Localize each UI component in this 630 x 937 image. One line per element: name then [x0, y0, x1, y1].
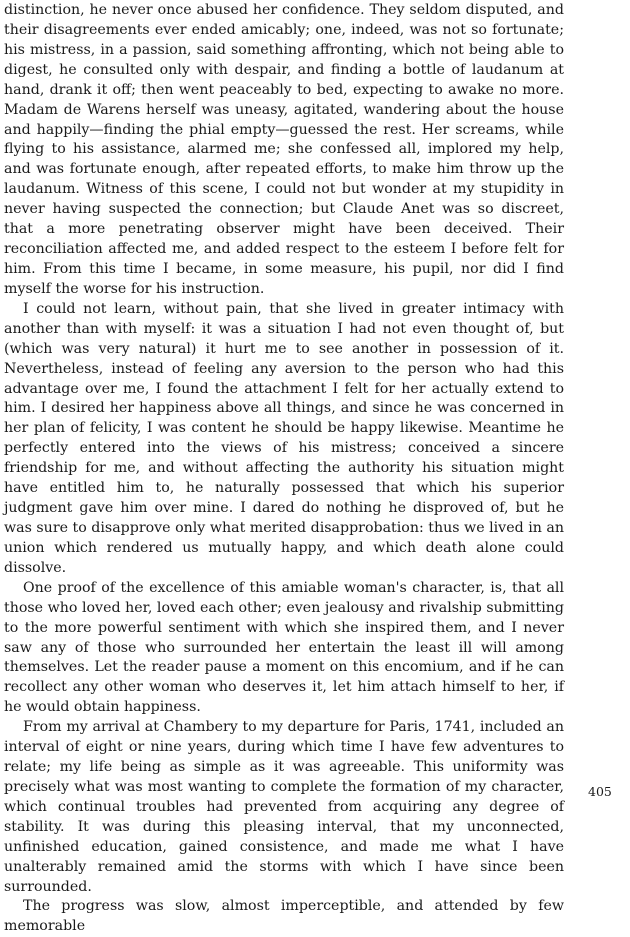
paragraph-4: From my arrival at Chambery to my departure for Paris, 1741, included an interval of eight or nine years, during which time I have few adventures to relate; my life being as simple as it was agreeable. This uniformity was precisely what was most wanting to complete the formation of my character, which continual troubles had prevented from acquiring any degree of stability. It was during this pleasing interval, that my unconnected, unfinished education, gained consistence, and made me what I have unalterably remained amid the storms with which I have since been surrounded. — [4, 719, 564, 895]
paragraph-3: One proof of the excellence of this amiable woman's character, is, that all those who loved her, loved each other; even jealousy and rivalship submitting to the more powerful sentiment with which she inspired them, and I never saw any of those who surrounded her entertain the least ill will among themselves. Let the reader pause a moment on this encomium, and if he can recollect any other woman who deserves it, let him attach himself to her, if he would obtain happiness. — [4, 579, 564, 716]
page-body — [4, 1, 564, 937]
paragraph-1: distinction, he never once abused her confidence. They seldom disputed, and their disagreements ever ended amicably; one, indeed, was not so fortunate; his mistress, in a passion, said something affronting, which not being able to digest, he consulted only with despair, and finding a bottle of laudanum at hand, drank it off; then went peaceably to bed, expecting to awake no more. Madam de Warens herself was uneasy, agitated, wandering about the house and happily—finding the phial empty—guessed the rest. Her screams, while flying to his assistance, alarmed me; she confessed all, implored my help, and was fortunate enough, after repeated efforts, to make him throw up the laudanum. Witness of this scene, I could not but wonder at my stupidity in never having suspected the connection; but Claude Anet was so discreet, that a more penetrating observer might have been deceived. Their reconciliation affected me, and added respect to the esteem I before felt for him. From this time I became, in some measure, his pupil, nor did I find myself the worse for his instruction. — [4, 2, 564, 297]
page-number: 405 — [588, 784, 612, 799]
paragraph-2: I could not learn, without pain, that she lived in greater intimacy with another than with myself: it was a situation I had not even thought of, but (which was very natural) it hurt me to see another in possession of it. Nevertheless, instead of feeling any aversion to the person who had this advantage over me, I found the attachment I felt for her actually extend to him. I desired her happiness above all things, and since he was concerned in her plan of felicity, I was content he should be happy likewise. Meantime he perfectly entered into the views of his mistress; conceived a sincere friendship for me, and without affecting the authority his situation might have entitled him to, he naturally possessed that which his superior judgment gave him over mine. I dared do nothing he disproved of, but he was sure to disapprove only what merited disapprobation: thus we lived in an union which rendered us mutually happy, and which death alone could dissolve. — [4, 300, 564, 576]
paragraph-5: The progress was slow, almost imperceptible, and attended by few memorable — [4, 898, 564, 935]
